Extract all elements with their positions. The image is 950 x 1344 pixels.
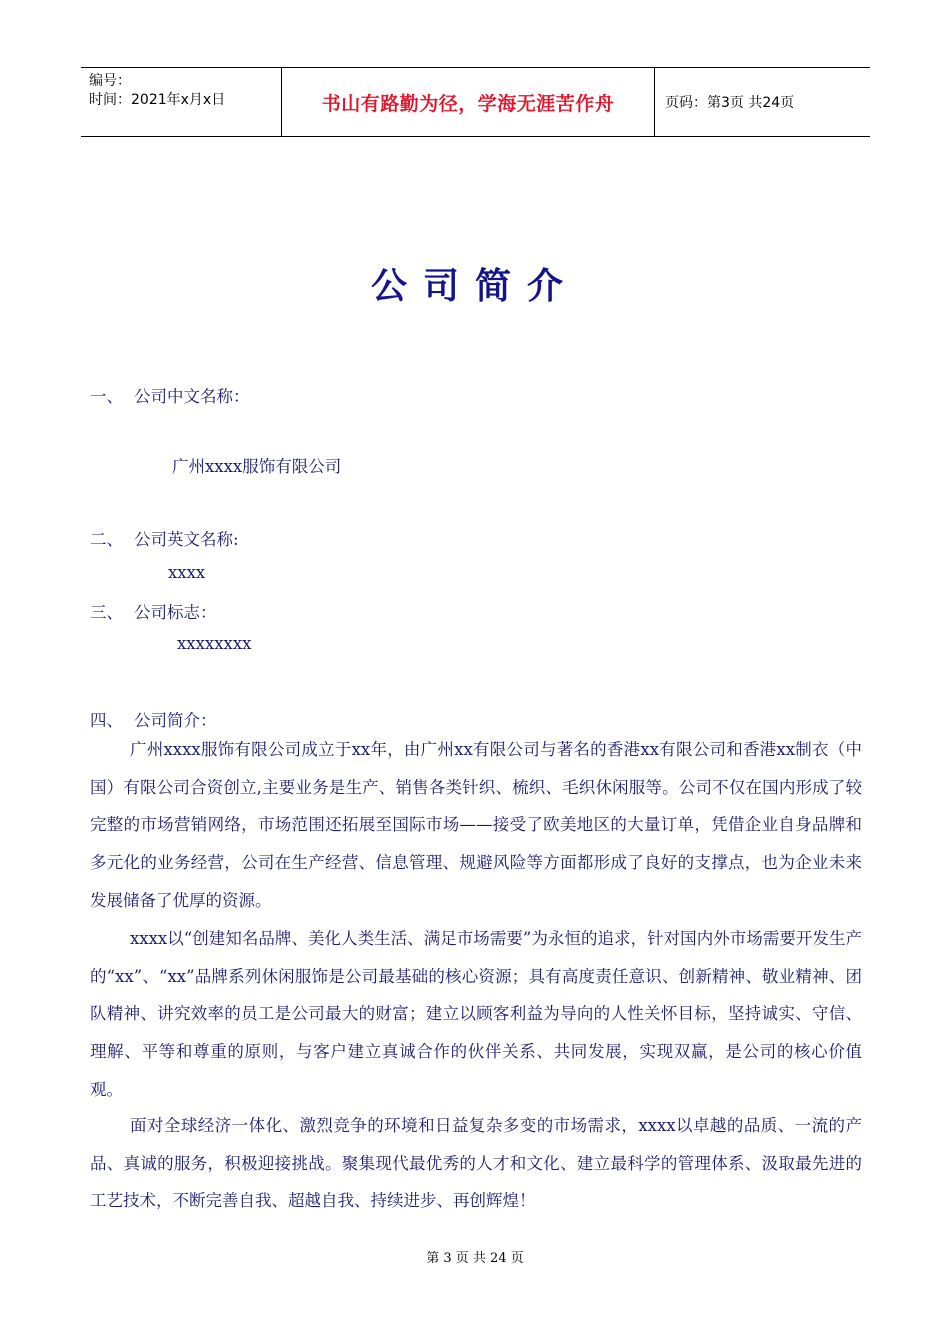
- company-english-name: xxxx: [168, 563, 206, 582]
- header-page-number: 页码：第3页 共24页: [665, 95, 795, 111]
- section-number: 二、: [90, 530, 123, 549]
- section-heading-2: [90, 526, 239, 550]
- page-header: [81, 67, 870, 137]
- section-heading-text: 公司英文名称:: [134, 530, 239, 549]
- header-motto: 书山有路勤为径，学海无涯苦作舟: [282, 68, 655, 136]
- section-number: 三、: [90, 603, 123, 622]
- section-heading-1: [90, 383, 250, 407]
- intro-paragraph-1: 广州xxxx服饰有限公司成立于xx年，由广州xx有限公司与著名的香港xx有限公司和香港xx制衣（中国）有限公司合资创立,主要业务是生产、销售各类针织、梳织、毛织休闲服等。公司不仅在国内形成了较完整的市场营销网络，市场范围还拓展至国际市场——接受了欧美地区的大量订单，凭借企业自身品牌和多元化的业务经营，公司在生产经营、信息管理、规避风险等方面都形成了良好的支撑点，也为企业未来发展储备了优厚的资源。: [90, 740, 862, 910]
- section-heading-3: [90, 599, 217, 623]
- page-footer: 第 3 页 共 24 页: [426, 1251, 524, 1266]
- intro-paragraph-2: xxxx以“创建知名品牌、美化人类生活、满足市场需要”为永恒的追求，针对国内外市场需要开发生产的“xx”、“xx”品牌系列休闲服饰是公司最基础的核心资源；具有高度责任意识、创新精神、敬业精神、团队精神、讲究效率的员工是公司最大的财富；建立以顾客利益为导向的人性关怀目标，坚持诚实、守信、理解、平等和尊重的原则，与客户建立真诚合作的伙伴关系、共同发展，实现双赢，是公司的核心价值观。: [90, 929, 862, 1099]
- section-heading-4: [90, 707, 217, 731]
- header-number: 编号：: [89, 73, 131, 89]
- company-chinese-name: 广州xxxx服饰有限公司: [172, 457, 342, 476]
- header-date: 时间：2021年x月x日: [89, 92, 226, 108]
- section-heading-text: 公司标志：: [134, 603, 217, 622]
- header-meta: [81, 68, 282, 136]
- section-number: 四、: [90, 711, 123, 730]
- intro-paragraph-3: 面对全球经济一体化、激烈竞争的环境和日益复杂多变的市场需求，xxxx以卓越的品质、一流的产品、真诚的服务，积极迎接挑战。聚集现代最优秀的人才和文化、建立最科学的管理体系、汲取最先进的工艺技术，不断完善自我、超越自我、持续进步、再创辉煌！: [90, 1116, 862, 1211]
- section-heading-text: 公司中文名称：: [134, 387, 250, 406]
- company-logo-text: xxxxxxxx: [177, 634, 252, 653]
- section-number: 一、: [90, 387, 123, 406]
- document-title: 公司简介: [370, 265, 579, 307]
- section-heading-text: 公司简介：: [134, 711, 217, 730]
